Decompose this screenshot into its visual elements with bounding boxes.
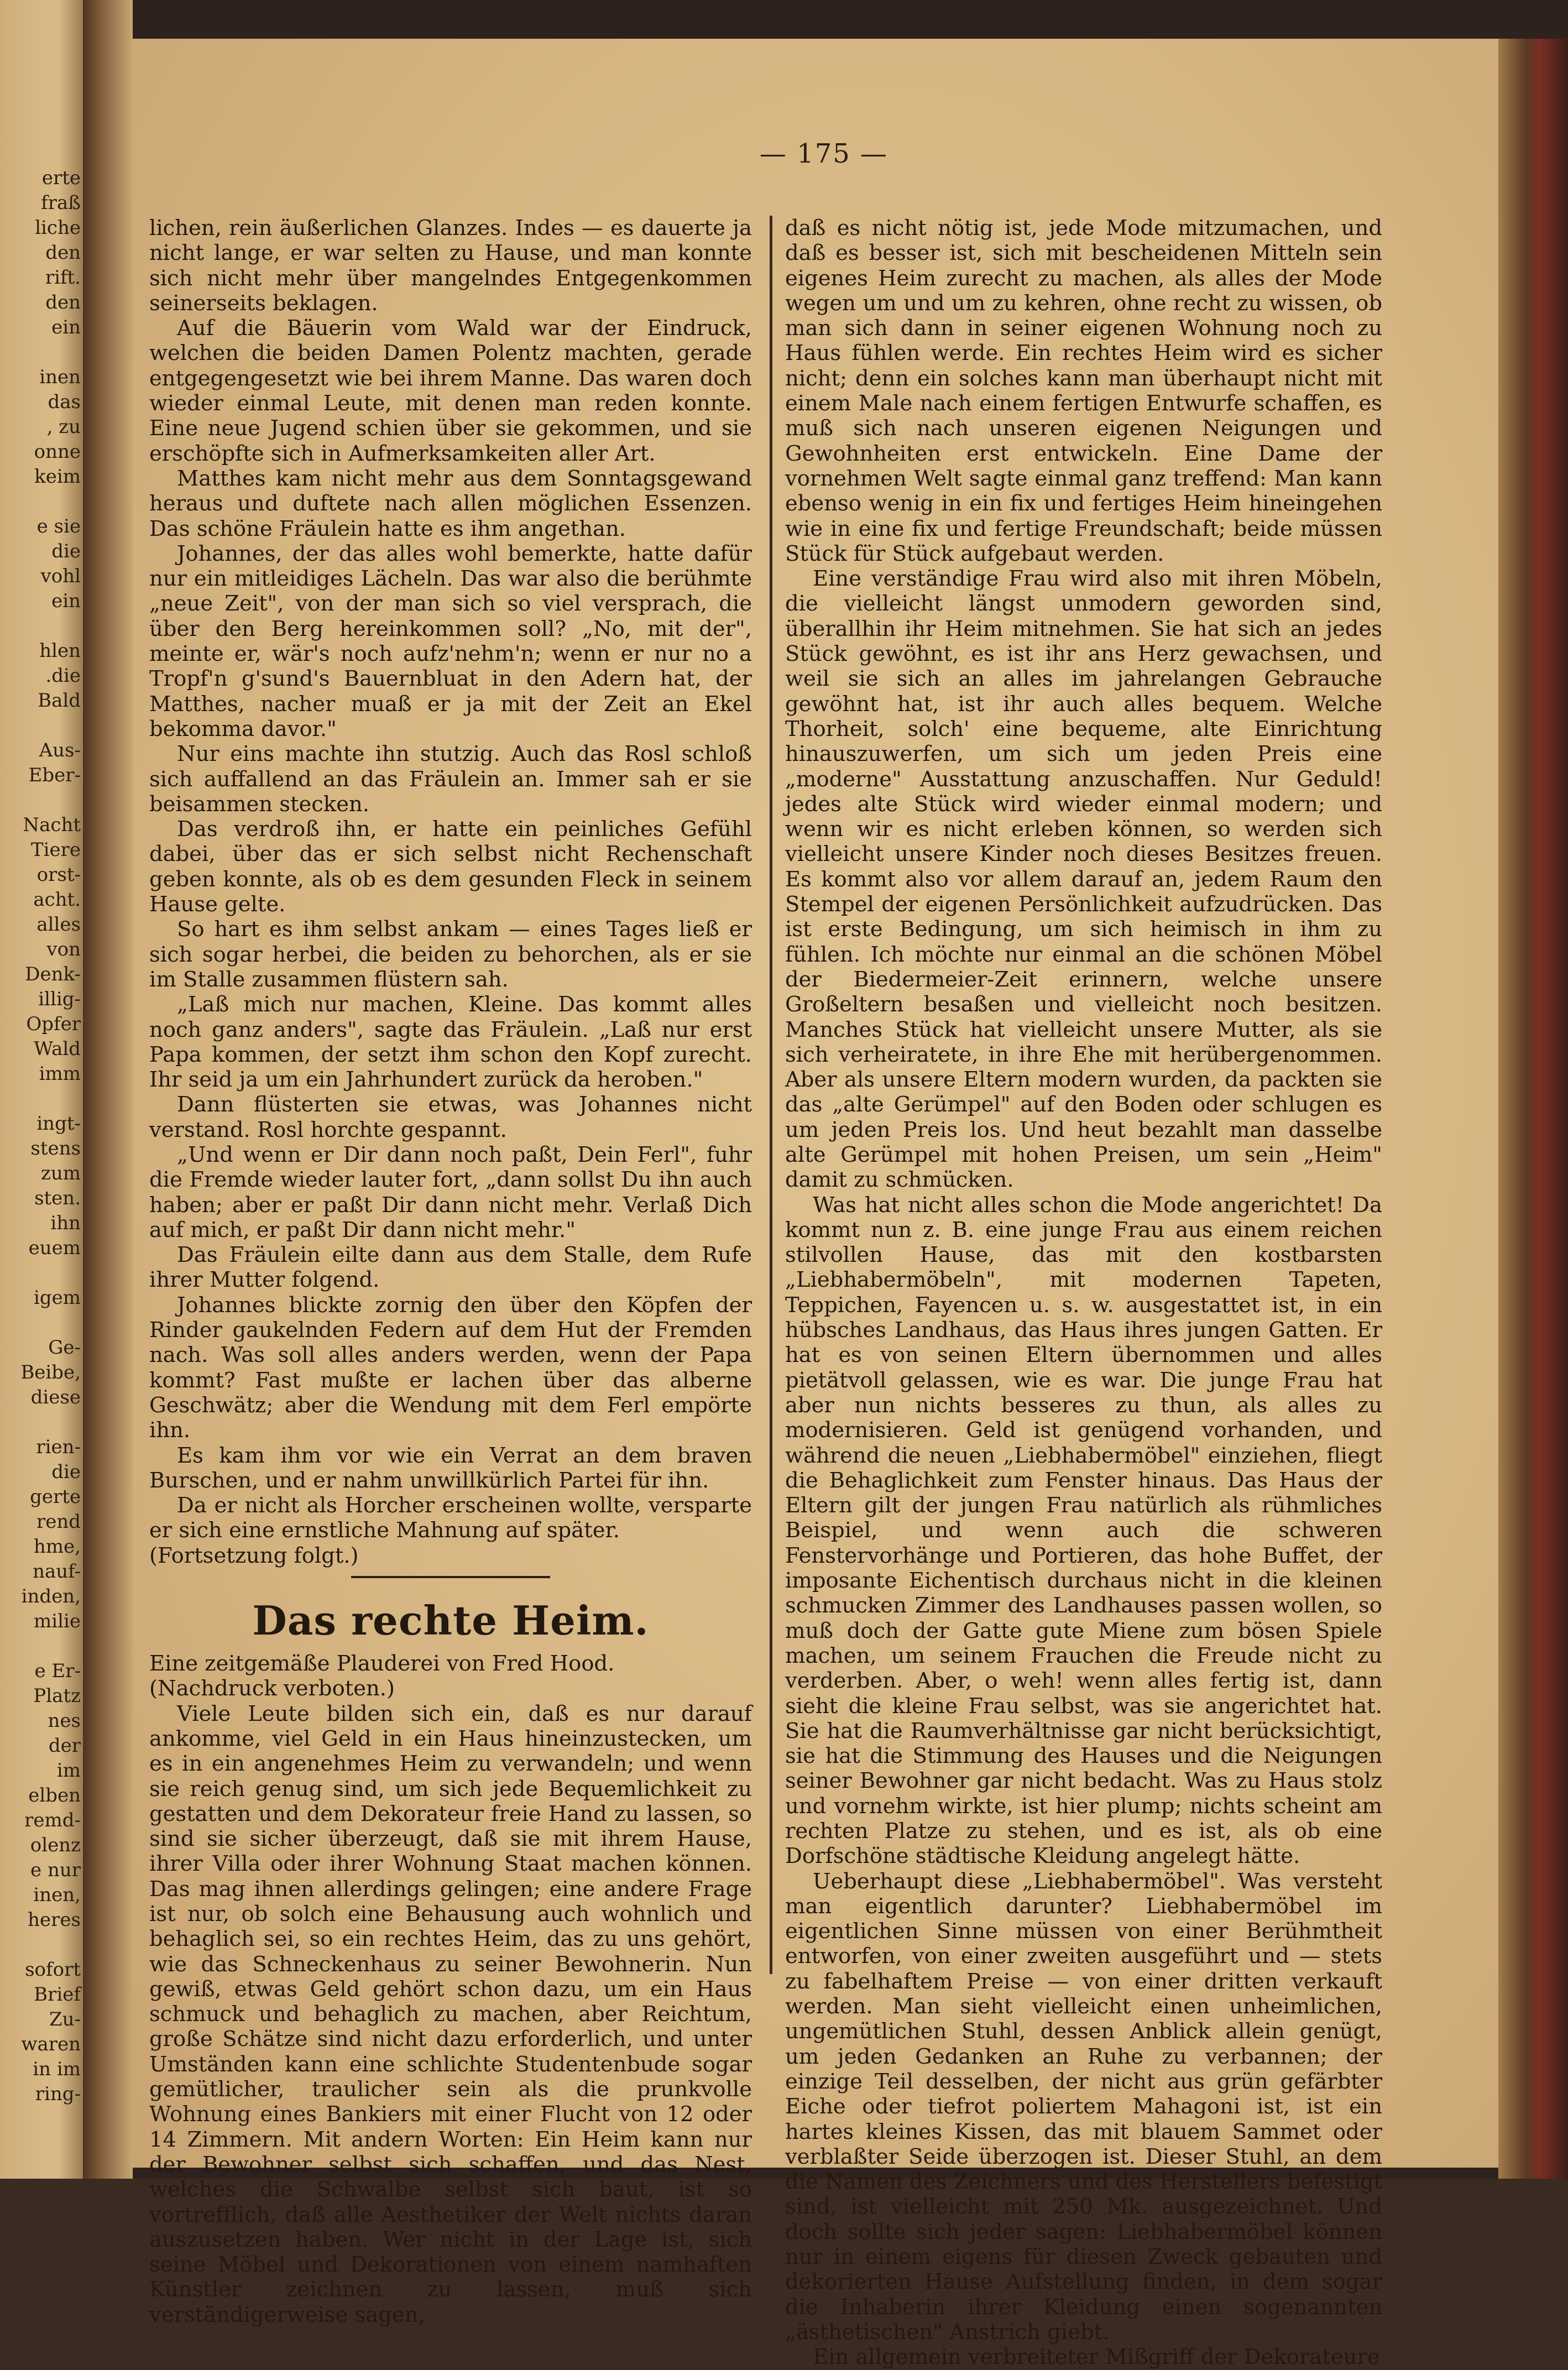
fragment-line: zum [40,1162,81,1184]
fragment-line: remd- [24,1809,81,1831]
fragment-line [3,1261,81,1286]
fragment-line: orst- [36,864,81,886]
paragraph: Ein allgemein verbreiteter Mißgriff der Dekorateure [813,2345,1380,2370]
article-text-continued [785,216,1382,2370]
paragraph: Es kam ihm vor wie ein Verrat an dem braven Burschen, und er nahm unwillkürlich Partei für ihn. [149,1443,752,1493]
page-number: — 175 — [759,138,888,169]
fragment-line: Brief [34,1983,81,2006]
paragraph: lichen, rein äußerlichen Glanzes. Indes — es dauerte ja nicht lange, er war selten zu Hause, und man konnte sich nicht mehr über mangelndes Entgegenkommen seinerseits beklagen. [149,216,752,316]
fragment-line: ein [51,316,81,338]
fragment-line: Wald [34,1038,81,1060]
fragment-line: e sie [36,515,81,537]
fragment-line: hme, [33,1536,81,1558]
fragment-line: gerte [30,1486,81,1508]
fragment-line: imm [39,1063,81,1085]
fragment-line: Aus- [39,739,81,761]
fragment-line: Opfer [26,1013,81,1035]
fragment-line: milie [34,1610,81,1632]
fragment-line: Ge- [48,1337,81,1359]
fragment-line: das [48,391,81,413]
fragment-line: Tiere [30,839,81,861]
paragraph: Auf die Bäuerin vom Wald war der Eindruck, welchen die beiden Damen Polentz machten, gerade entgegengesetzt wie bei ihrem Manne. Das waren doch wieder einmal Leute, mit denen man reden konnte. Eine neue Jugend schien über sie gekommen, und sie erschöpfte sich in Aufmerksamkeiten aller Art. [149,316,752,466]
fragment-line: euem [28,1237,81,1259]
fragment-line: inden, [21,1585,81,1607]
fragment-line: sten. [34,1187,81,1209]
reprint-note: (Nachdruck verboten.) [149,1676,395,1701]
fragment-line: elben [28,1784,81,1807]
fragment-line: ihn [50,1212,81,1234]
article-subtitle: Eine zeitgemäße Plauderei von Fred Hood. [149,1651,615,1677]
fragment-line: diese [30,1386,81,1408]
column-divider [770,216,772,1974]
article-text [149,1701,752,2327]
paragraph: Da er nicht als Horcher erscheinen wollte, versparte er sich eine ernstliche Mahnung auf später. [149,1493,752,1543]
book-gutter [83,0,133,2179]
paragraph: Das verdroß ihn, er hatte ein peinliches Gefühl dabei, über das er sich selbst nicht Rechenschaft geben konnte, als ob es dem gesunden Fleck in seinem Hause gelte. [149,817,752,917]
fragment-line: Zu- [49,2008,81,2030]
fragment-line: alles [36,913,81,936]
paragraph: Viele Leute bilden sich ein, daß es nur darauf ankomme, viel Geld in ein Haus hineinzustecken, um es in ein angenehmes Heim zu verwandeln; und wenn sie reich genug sind, um sich jede Bequemlichkeit zu gestatten und dem Dekorateur freie Hand zu lassen, so sind sie sicher überzeugt, daß sie mit ihrem Hause, ihrer Villa oder ihrer Wohnung Staat machen können. Das mag ihnen allerdings gelingen; eine andere Frage ist nur, ob solch eine Behausung auch wohnlich und behaglich sei, so ein rechtes Heim, das zu uns gehört, wie das Schneckenhaus zu seiner Bewohnerin. Nun gewiß, etwas Geld gehört schon dazu, um ein Haus schmuck und behaglich zu machen, aber Reichtum, große Schätze sind nicht dazu erforderlich, und unter Umständen kann eine schlichte Studentenbude sogar gemütlicher, traulicher sein als die prunkvolle Wohnung eines Bankiers mit einer Flucht von 12 oder 14 Zimmern. Mit andern Worten: Ein Heim kann nur der Bewohner selbst sich schaffen, und das Nest, welches die Schwalbe selbst sich baut, ist so vortrefflich, daß alle Aesthetiker der Welt nichts daran auszusetzen haben. Wer nicht in der Lage ist, sich seine Möbel und Dekorationen von einem namhaften Künstler zeichnen zu lassen, muß sich verständigerweise sagen, [149,1701,752,2327]
fragment-line [3,713,81,738]
fragment-line: waren [21,2033,81,2055]
paragraph: Johannes, der das alles wohl bemerkte, hatte dafür nur ein mitleidiges Lächeln. Das war also die berühmte „neue Zeit", von der man sich so viel versprach, die über den Berg hereinkommen soll? „No, mit der", meinte er, wär's noch aufz'nehm'n; wenn er nur no a Tropf'n g'sund's Bauernbluat in den Adern hat, der Matthes, nacher muaß er ja mit der Zeit an Ekel bekomma davor." [149,541,752,742]
fragment-line [3,1311,81,1335]
fragment-line: onne [34,441,81,463]
fragment-line: von [46,938,81,960]
paragraph: So hart es ihm selbst ankam — eines Tages ließ er sich sogar herbei, die beiden zu behorchen, als er sie im Stalle zusammen flüstern sah. [149,917,752,992]
fragment-line [3,489,81,514]
fragment-line: illig- [38,988,81,1010]
paragraph: Dann flüsterten sie etwas, was Johannes nicht verstand. Rosl horchte gespannt. [149,1092,752,1142]
fragment-line: heres [28,1909,81,1931]
fragment-line: Bald [38,690,81,712]
fragment-line: vohl [40,565,81,587]
fragment-line: keim [34,466,81,488]
left-column [149,216,752,2327]
fragment-line: Nacht [23,814,81,836]
fragment-line: ein [51,590,81,612]
fragment-line: acht. [33,889,81,911]
fragment-line: Platz [33,1685,81,1707]
paragraph: daß es nicht nötig ist, jede Mode mitzumachen, und daß es besser ist, sich mit bescheidenen Mitteln sein eigenes Heim zurecht zu machen, als alles der Mode wegen um und um zu kehren, ohne recht zu wissen, ob man sich dann in seiner eigenen Wohnung noch zu Haus fühlen werde. Ein rechtes Heim wird es sicher nicht; denn ein solches kann man überhaupt nicht mit einem Male nach einem fertigen Entwurfe schaffen, es muß sich nach unseren eigenen Neigungen und Gewohnheiten erst entwickeln. Eine Dame der vornehmen Welt sagte einmal ganz treffend: Man kann ebenso wenig in ein fix und fertiges Heim hineingehen wie in eine fix und fertige Freundschaft; beide müssen Stück für Stück aufgebaut werden. [785,216,1382,566]
fragment-line: der [48,1735,81,1757]
paragraph: „Und wenn er Dir dann noch paßt, Dein Ferl", fuhr die Fremde wieder lauter fort, „dann sollst Du ihn auch haben; aber er paßt Dir dann nicht mehr. Verlaß Dich auf mich, er paßt Dir dann nicht mehr." [149,1142,752,1243]
fragment-line: e Er- [34,1660,81,1682]
section-rule [351,1576,550,1578]
fragment-line: den [45,242,81,264]
fragment-line: stens [30,1137,81,1160]
fragment-line: olenz [30,1834,81,1856]
article-title: Das rechte Heim. [252,1597,649,1645]
fragment-line: die [51,540,81,562]
paragraph: Nur eins machte ihn stutzig. Auch das Rosl schloß sich auffallend an das Fräulein an. Immer sah er sie beisammen stecken. [149,742,752,817]
continued-note: (Fortsetzung folgt.) [149,1543,359,1568]
fragment-line: nes [48,1710,81,1732]
fragment-line: ring- [35,2083,81,2105]
fragment-line: in im [33,2058,81,2080]
left-page-text-fragment [3,166,81,2107]
page [133,39,1498,2370]
fragment-line: den [45,291,81,314]
fragment-line: .die [45,665,81,687]
fragment-line: e nur [30,1859,81,1881]
paragraph: Das Fräulein eilte dann aus dem Stalle, dem Rufe ihrer Mutter folgend. [149,1243,752,1293]
fragment-line: sofort [25,1959,81,1981]
fragment-line: inen, [33,1884,81,1906]
book-cover-edge [1498,39,1568,2179]
fragment-line: rien- [36,1436,81,1458]
fragment-line: igem [34,1287,81,1309]
fragment-line [3,788,81,813]
fragment-line: inen [39,366,81,388]
fragment-line: rend [36,1511,81,1533]
fragment-line: hlen [39,640,81,662]
fragment-line: liche [35,217,81,239]
fragment-line [3,614,81,639]
fragment-line: fraß [41,192,81,214]
left-page-edge [0,0,83,2179]
fragment-line: , zu [46,416,81,438]
fragment-line: Eber- [28,764,81,786]
fragment-line: nauf- [33,1560,81,1583]
paragraph: Eine verständige Frau wird also mit ihren Möbeln, die vielleicht längst unmodern geworden sind, überallhin ihr Heim mitnehmen. Sie hat sich an jedes Stück gewöhnt, es ist ihr ans Herz gewachsen, und weil sie sich an alles im jahrelangen Gebrauche gewöhnt hat, ist ihr auch alles bequem. Welche Thorheit, solch' eine bequeme, alte Einrichtung hinauszuwerfen, um sich um jeden Preis eine „moderne" Ausstattung anzuschaffen. Nur Geduld! jedes alte Stück wird wieder einmal modern; und wenn wir es nicht erleben können, so werden sich vielleicht unsere Kinder noch dieses Besitzes freuen. Es kommt also vor allem darauf an, jedem Raum den Stempel der eigenen Persönlichkeit aufzudrücken. Das ist erste Bedingung, um sich heimisch in ihm zu fühlen. Ich möchte nur einmal an die schönen Möbel der Biedermeier-Zeit erinnern, welche unsere Großeltern besaßen und vielleicht noch besitzen. Manches Stück hat vielleicht unsere Mutter, als sie sich verheiratete, in ihre Ehe mit herübergenommen. Aber als unsere Eltern modern wurden, da packten sie das „alte Gerümpel" auf den Boden oder schlugen es um jeden Preis los. Und heut bezahlt man dasselbe alte Gerümpel mit hohen Preisen, um sein „Heim" damit zu schmücken. [785,566,1382,1193]
paragraph: Was hat nicht alles schon die Mode angerichtet! Da kommt nun z. B. eine junge Frau aus einem reichen stilvollen Hause, das mit den kostbarsten „Liebhabermöbeln", mit modernen Tapeten, Teppichen, Fayencen u. s. w. ausgestattet ist, in ein hübsches Landhaus, das Haus ihres jungen Gatten. Er hat es von seinen Eltern übernommen und alles pietätvoll gelassen, wie es war. Die junge Frau hat aber nun nichts besseres zu thun, als alles zu modernisieren. Geld ist genügend vorhanden, und während die neuen „Liebhabermöbel" einziehen, fliegt die Behaglichkeit zum Fenster hinaus. Das Haus der Eltern gilt der jungen Frau natürlich als rühmliches Beispiel, und wenn auch die schweren Fenstervorhänge und Portieren, das hohe Buffet, der imposante Eichentisch durchaus nicht in die kleinen schmucken Zimmer des Landhauses passen wollen, so muß doch der Gatte gute Miene zum bösen Spiele machen, um seinem Frauchen die Freude nicht zu verderben. Aber, o weh! wenn alles fertig ist, dann sieht die kleine Frau selbst, was sie angerichtet hat. Sie hat die Raumverhältnisse gar nicht berücksichtigt, sie hat die Stimmung des Hauses und die Neigungen seiner Bewohner gar nicht bedacht. Was zu Haus stolz und vornehm wirkte, ist hier plump; nichts scheint am rechten Platze zu stehen, und es ist, als ob eine Dorfschöne städtische Kleidung angelegt hätte. [785,1192,1382,1869]
fragment-line [3,1933,81,1957]
paragraph: „Laß mich nur machen, Kleine. Das kommt alles noch ganz anders", sagte das Fräulein. „Laß nur erst Papa kommen, der setzt ihm schon den Kopf zurecht. Ihr seid ja um ein Jahrhundert zurück da heroben." [149,992,752,1093]
fragment-line: die [51,1461,81,1483]
fragment-line [3,1634,81,1659]
fragment-line: Beibe, [20,1361,81,1384]
paragraph: Johannes blickte zornig den über den Köpfen der Rinder gaukelnden Federn auf dem Hut der Fremden nach. Was soll alles anders werden, wenn der Papa kommt? Fast mußte er lachen über das alberne Geschwätz; aber die Wendung mit dem Ferl empörte ihn. [149,1292,752,1443]
right-column [785,216,1382,2370]
fragment-line [3,340,81,365]
fragment-line: rift. [45,267,81,289]
paragraph: Matthes kam nicht mehr aus dem Sonntagsgewand heraus und duftete nach allen möglichen Essenzen. Das schöne Fräulein hatte es ihm angethan. [149,466,752,541]
fragment-line: im [56,1760,81,1782]
fragment-line [3,1087,81,1111]
paragraph: Ueberhaupt diese „Liebhabermöbel". Was versteht man eigentlich darunter? Liebhabermöbel im eigentlichen Sinne müssen von einer Berühmtheit entworfen, von einer zweiten ausgeführt und — stets zu fabelhaftem Preise — von einer dritten verkauft werden. Man sieht vielleicht einen unheimlichen, ungemütlichen Stuhl, dessen Anblick allein genügt, um jeden Gedanken an Ruhe zu verbannen; der einzige Teil desselben, der nicht aus grün gefärbter Eiche oder tiefrot poliertem Mahagoni ist, ist ein hartes kleines Kissen, das mit blauem Sammet oder verblaßter Seide überzogen ist. Dieser Stuhl, an dem die Namen des Zeichners und des Herstellers befestigt sind, ist vielleicht mit 250 Mk. ausgezeichnet. Und doch sollte sich jeder sagen: Liebhabermöbel können nur in einem eigens für diesen Zweck gebauten und dekorierten Hause Aufstellung finden, in dem sogar die Inhaberin ihrer Kleidung einen sogenannten „ästhetischen" Anstrich giebt. [785,1868,1382,2345]
story-text [149,216,752,1543]
fragment-line: Denk- [25,963,81,985]
fragment-line [3,1410,81,1435]
fragment-line: ingt- [36,1113,81,1135]
fragment-line: erte [41,167,81,189]
